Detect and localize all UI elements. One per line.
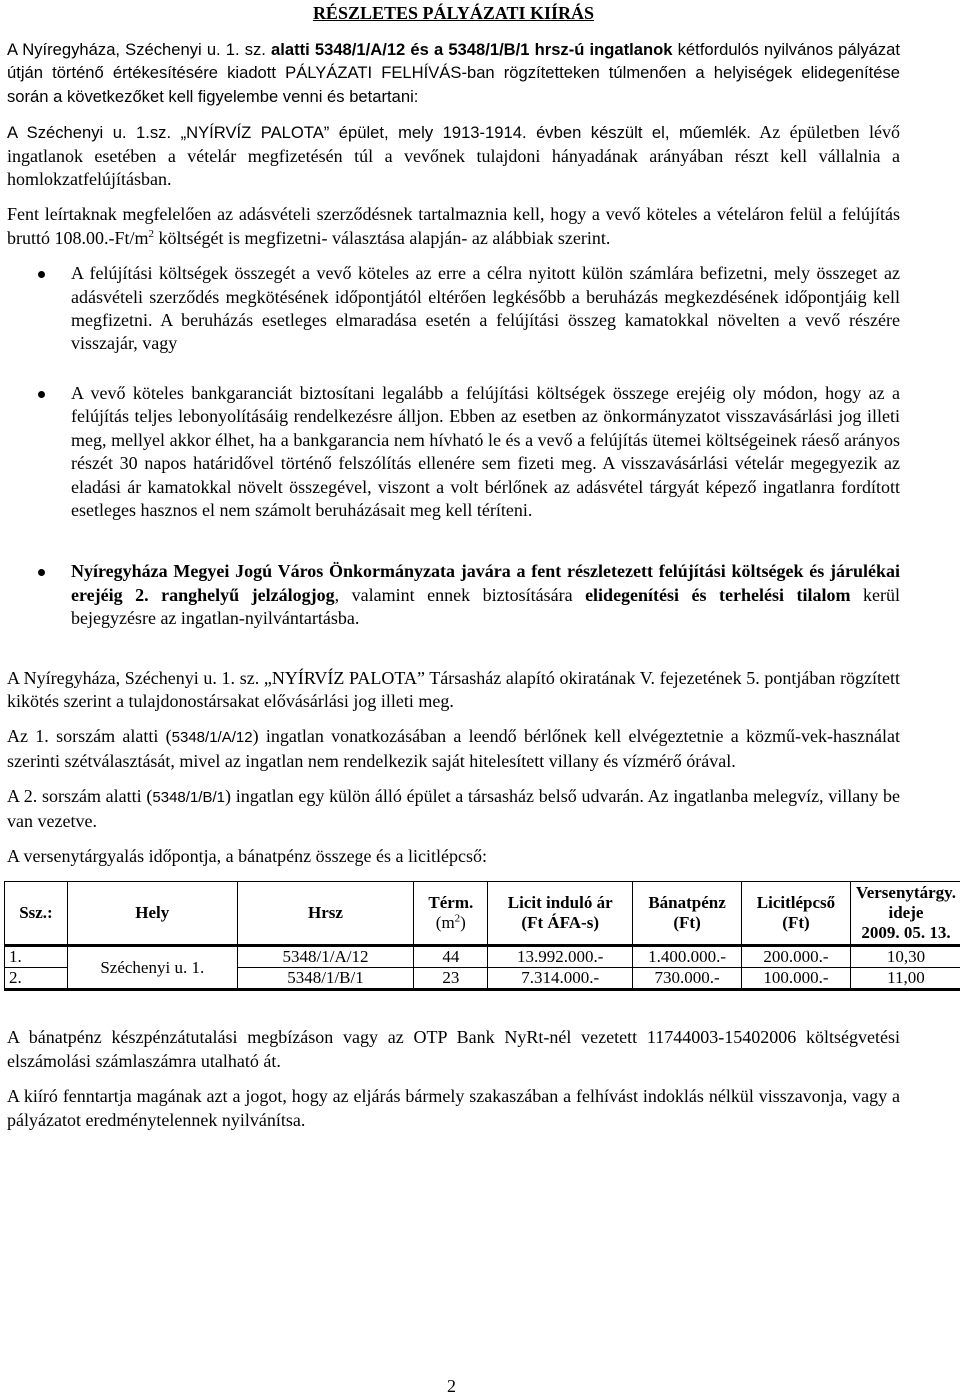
intro-rest: kétfordulós nyilvános pályázat útján történő értékesítésére kiadott PÁLYÁZATI FELHÍVÁS-ban rögzítetteken túlmenően a helyiségek elidegenítése során a következőket kell figyelembe venni és betartani: <box>7 40 900 106</box>
cell-licit: 7.314.000.- <box>488 968 633 990</box>
table-row <box>5 946 960 968</box>
header-banat <box>633 882 742 946</box>
header-term-close: ) <box>460 913 466 932</box>
renovation-text-before: Fent leírtaknak megfelelően az adásvételi szerződésnek tartalmaznia kell, hogy a vevő köteles a vételáron felül a felújítás bruttó 108.00.-Ft/m <box>7 204 900 247</box>
cell-hrsz: 5348/1/B/1 <box>237 968 414 990</box>
auction-table <box>4 881 960 991</box>
cell-ssz: 2. <box>5 968 68 990</box>
header-ssz-text: Ssz.: <box>19 903 53 922</box>
header-lepcso-line2: (Ft) <box>782 913 809 932</box>
bullet-text: A felújítási költségek összegét a vevő köteles az erre a célra nyitott külön számlára befizetni, mely összeget az adásvételi szerződés megkötésének időpontjától eltérően legkésőbb a beruházás megkezdésének időpontjáig kell megfizetni. A beruházás esetleges elmaradása esetén a felújítási összeg kamatokkal növelten a vevő részére visszajár, vagy <box>71 263 900 353</box>
monument-rest: Az épületben lévő ingatlanok esetében a vételár megfizetésén túl a vevőnek tulajdoni hányadának arányában részt kell vállalnia a homlokzatfelújításban. <box>7 122 900 189</box>
preemption-paragraph: A Nyíregyháza, Széchenyi u. 1. sz. „NYÍRVÍZ PALOTA” Társasház alapító okiratának V. fejezetének 5. pontjában rögzített kikötés szerint a tulajdonostársakat elővásárlási jog illeti meg. <box>7 667 900 714</box>
header-licit-line2: (Ft ÁFA-s) <box>521 913 599 932</box>
bullet-item-deposit <box>7 262 900 356</box>
header-term-line2: (m <box>436 913 455 932</box>
header-hrsz-text: Hrsz <box>308 903 343 922</box>
cell-licit: 13.992.000.- <box>488 946 633 968</box>
header-licit-line1: Licit induló ár <box>508 893 613 912</box>
header-verseny-line1: Versenytárgy. <box>856 883 956 902</box>
intro-paragraph <box>7 38 900 108</box>
unit2-text: A 2. sorszám alatti ( <box>7 786 152 806</box>
cell-verseny: 11,00 <box>850 968 960 990</box>
renovation-superscript: 2 <box>149 228 155 240</box>
cell-ssz: 1. <box>5 946 68 968</box>
table-intro: A versenytárgyalás időpontja, a bánatpénz összege és a licitlépcső: <box>7 845 900 868</box>
cell-hely: Széchenyi u. 1. <box>67 946 237 990</box>
reservation-paragraph: A kiíró fenntartja magának azt a jogot, hogy az eljárás bármely szakaszában a felhívást indoklás nélkül visszavonja, vagy a pályázatot eredménytelennek nyilvánítsa. <box>7 1085 900 1132</box>
bullet-item-mortgage <box>7 560 900 630</box>
header-verseny <box>850 882 960 946</box>
cell-verseny: 10,30 <box>850 946 960 968</box>
table-header-row <box>5 882 960 946</box>
bullet-text: kerül bejegyzésre az ingatlan-nyilvántartásba. <box>71 585 900 628</box>
cell-hrsz: 5348/1/A/12 <box>237 946 414 968</box>
renovation-paragraph <box>7 203 900 250</box>
bullet-text: , valamint ennek biztosítására <box>335 585 585 605</box>
unit2-text-rest: ) ingatlan egy külön álló épület a társasház belső udvarán. Az ingatlanba melegvíz, villany be van vezetve. <box>7 786 900 830</box>
header-banat-line2: (Ft) <box>673 913 700 932</box>
header-verseny-line2: ideje <box>889 903 924 922</box>
header-hrsz <box>237 882 414 946</box>
cell-banat: 1.400.000.- <box>633 946 742 968</box>
bullet-icon <box>38 271 45 278</box>
header-licit <box>488 882 633 946</box>
bullet-bold-text: elidegenítési és terhelési tilalom <box>585 585 850 605</box>
bullet-bold-text: Nyíregyháza Megyei Jogú Város Önkormányzata javára a fent részletezett felújítási költségek és járulékai erejéig 2. ranghelyű jelzálogjog <box>71 561 900 604</box>
bullet-icon <box>38 391 45 398</box>
page-number: 2 <box>447 1375 456 1398</box>
unit1-code: 5348/1/A/12 <box>172 729 253 746</box>
header-lepcso-line1: Licitlépcső <box>757 893 835 912</box>
header-banat-line1: Bánatpénz <box>648 893 725 912</box>
bullet-text: A vevő köteles bankgaranciát biztosítani legalább a felújítási költségek összege erejéig oly módon, hogy az a felújítás teljes lebonyolításáig rendelkezésre álljon. Ebben az esetben az önkormányzatot visszavásárlási jog illeti meg, mellyel akkor élhet, ha a bankgarancia nem hívható le és a vevő a felújítás ütemei költségeinek ráeső arányos részét 30 napos határidővel történő felszólítás ellenére sem fizeti meg. A visszavásárlási vételár megegyezik az eladási ár kamatokkal növelt összegével, viszont a volt bérlőnek az adásvétel tárgyát képező ingatlanra fordított esetleges hasznos el nem számolt beruházásait meg kell téríteni. <box>71 383 900 520</box>
unit1-paragraph <box>7 725 900 773</box>
payment-paragraph: A bánatpénz készpénzátutalási megbízáson vagy az OTP Bank NyRt-nél vezetett 11744003-15402006 költségvetési elszámolási számlaszámra utalható át. <box>7 1026 900 1073</box>
cell-term: 44 <box>414 946 488 968</box>
header-lepcso <box>742 882 851 946</box>
unit1-text-rest: ) ingatlan vonatkozásában a leendő bérlőnek kell elvégeztetnie a közmű-vek-használat szerinti szétválasztását, mivel az ingatlan nem rendelkezik saját hitelesített villany és vízmérő órával. <box>7 726 900 770</box>
header-term-sup: 2 <box>455 913 461 925</box>
monument-line: A Széchenyi u. 1.sz. „NYÍRVÍZ PALOTA” épület, mely 1913-1914. évben készült el, műemlék. <box>7 123 751 142</box>
header-term-line1: Térm. <box>428 893 473 912</box>
unit2-code: 5348/1/B/1 <box>152 789 225 806</box>
document-title: RÉSZLETES PÁLYÁZATI KIÍRÁS <box>7 2 900 24</box>
header-ssz <box>5 882 68 946</box>
document-page <box>7 0 900 1132</box>
unit2-paragraph <box>7 785 900 833</box>
intro-bold: alatti 5348/1/A/12 és a 5348/1/B/1 hrsz-ú ingatlanok <box>266 40 673 59</box>
bullet-icon <box>38 569 45 576</box>
header-hely-text: Hely <box>135 903 169 922</box>
cell-banat: 730.000.- <box>633 968 742 990</box>
unit1-text: Az 1. sorszám alatti ( <box>7 726 172 746</box>
bullet-item-guarantee <box>7 382 900 522</box>
header-hely <box>67 882 237 946</box>
cell-lepcso: 100.000.- <box>742 968 851 990</box>
cell-lepcso: 200.000.- <box>742 946 851 968</box>
intro-lead: A Nyíregyháza, Széchenyi u. 1. sz. <box>7 40 266 59</box>
cell-term: 23 <box>414 968 488 990</box>
header-verseny-line3: 2009. 05. 13. <box>861 923 950 942</box>
renovation-text-after: költségét is megfizetni- választása alapján- az alábbiak szerint. <box>154 228 610 248</box>
bullet-list <box>7 262 900 630</box>
header-term <box>414 882 488 946</box>
monument-paragraph <box>7 121 900 191</box>
